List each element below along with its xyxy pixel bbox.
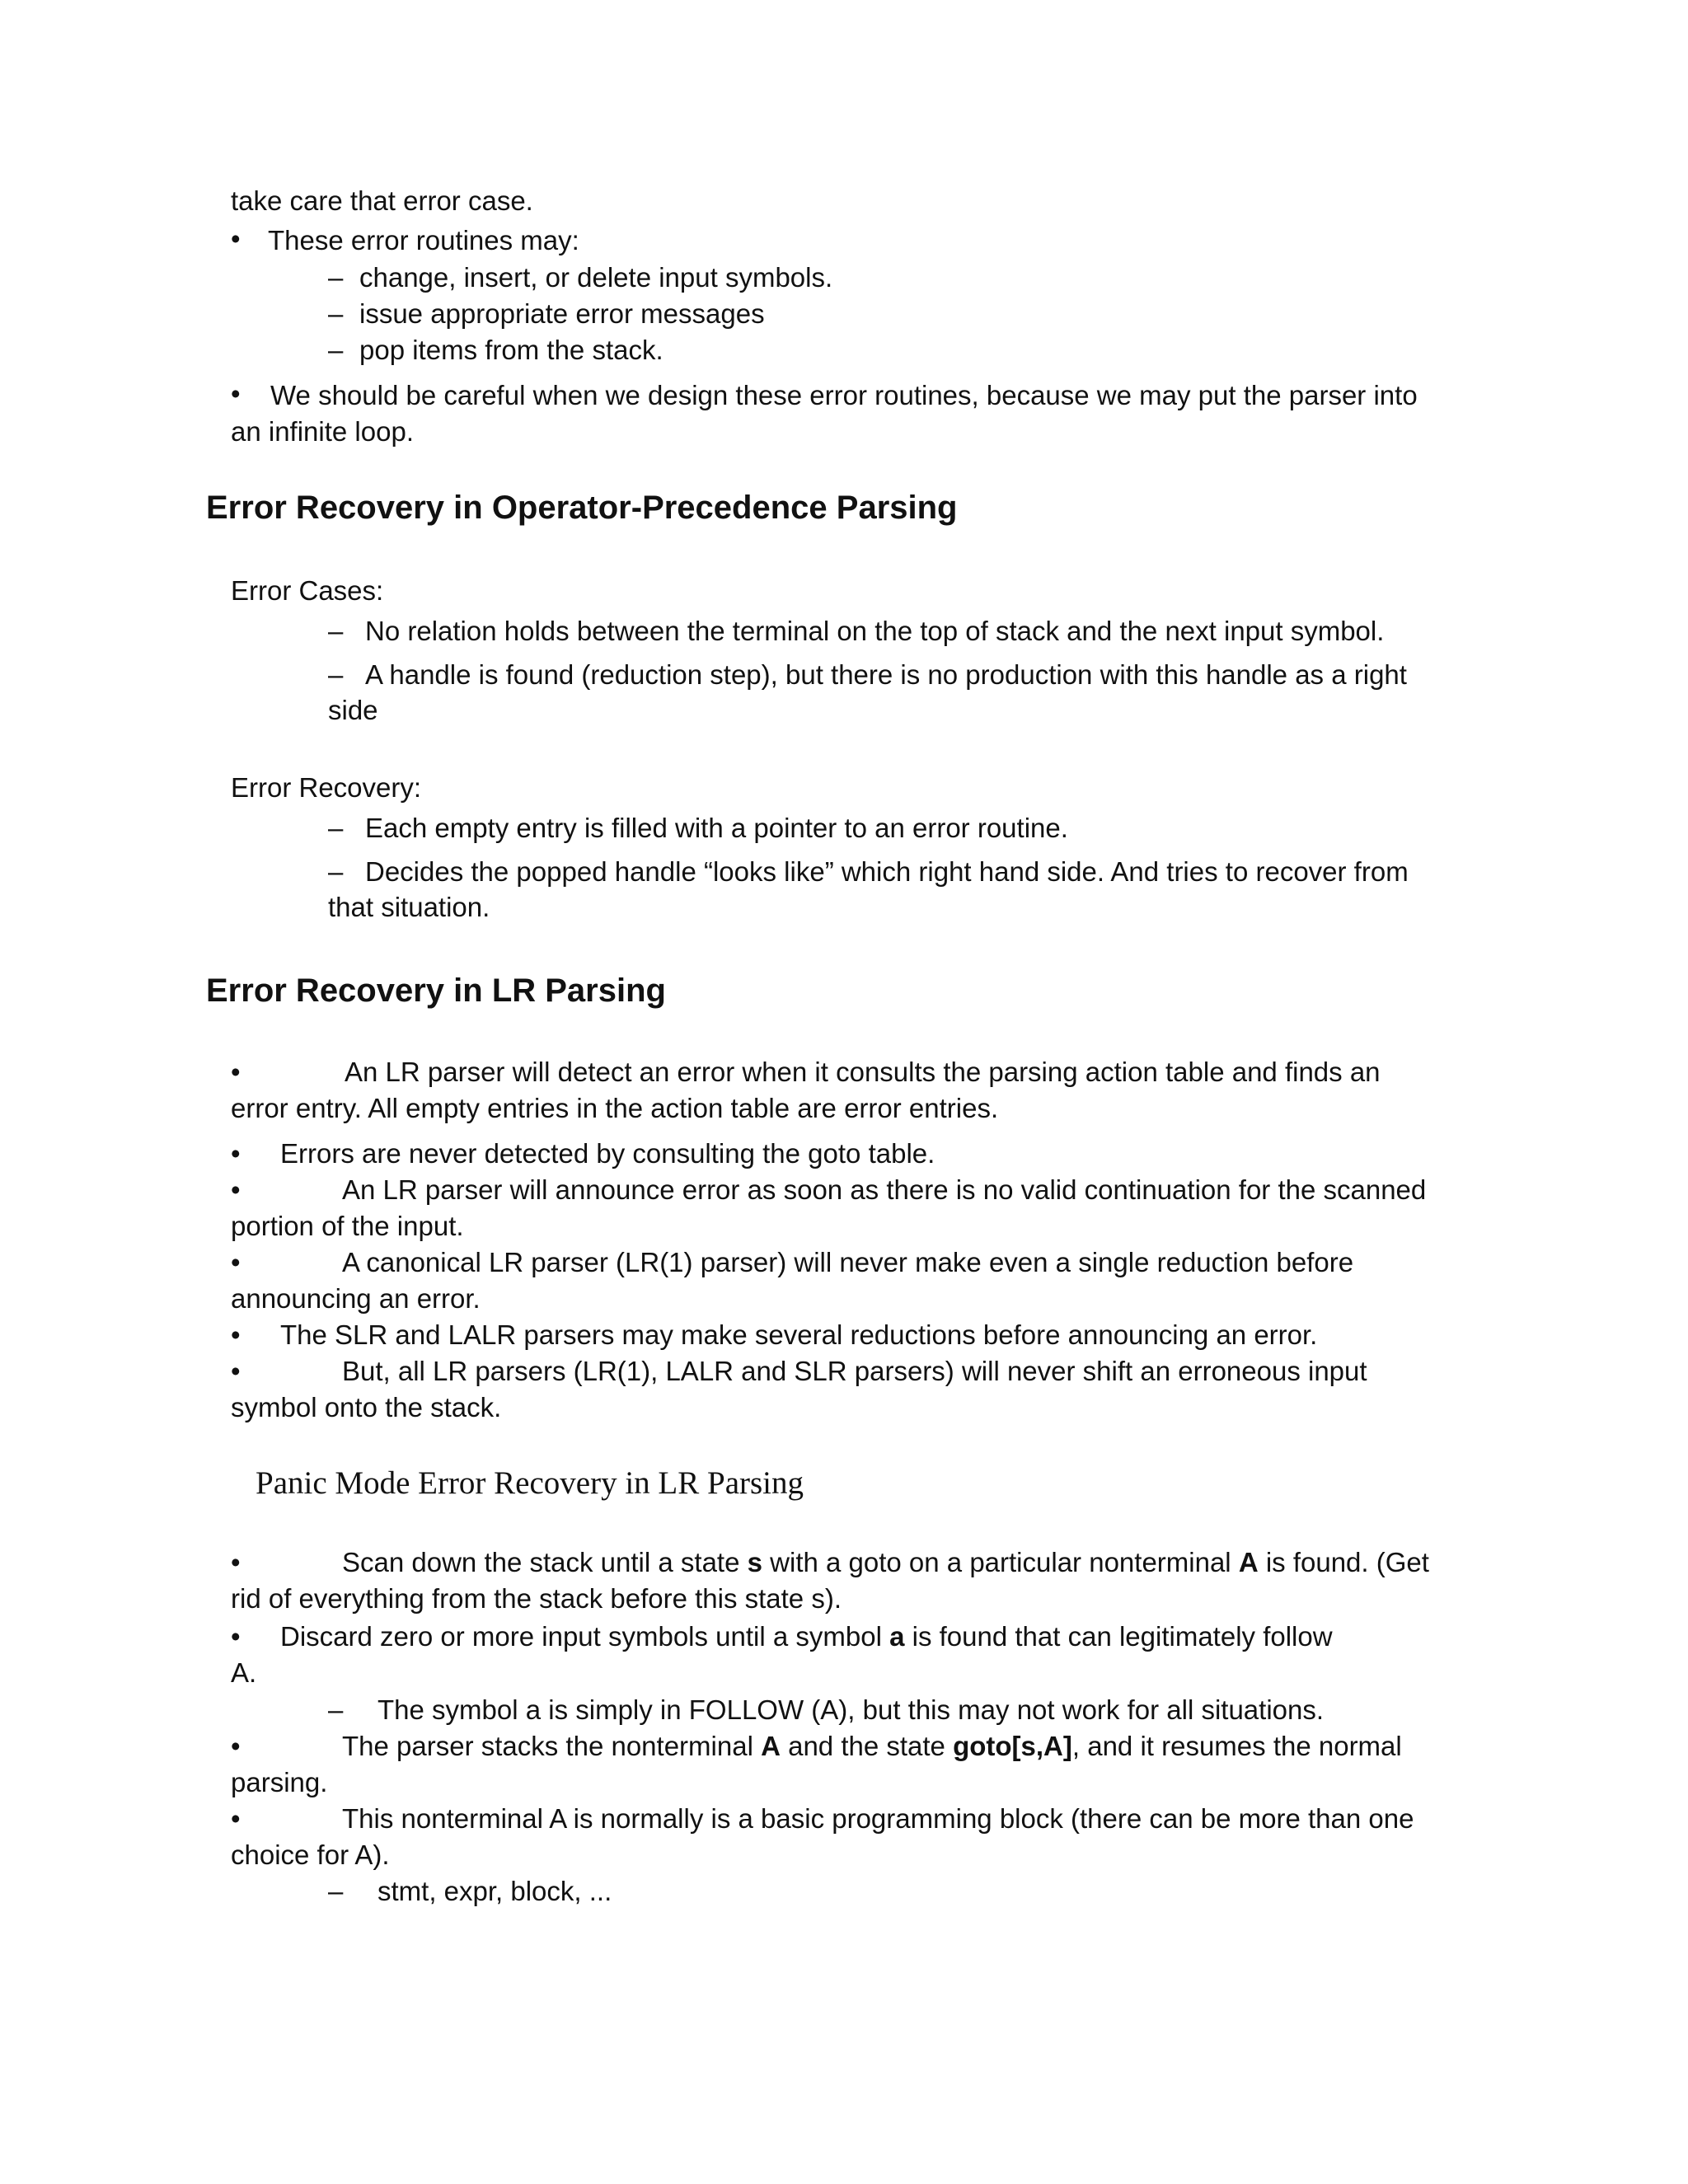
goto-bold: goto[s,A] (953, 1731, 1072, 1761)
bullet-marker: • (231, 1803, 241, 1834)
dash-marker: – (328, 262, 344, 293)
panic-text-run: Scan down the stack until a state (342, 1547, 748, 1577)
error-recovery-text-cont: that situation. (328, 892, 490, 922)
panic-text-run: , and it resumes the normal (1071, 1731, 1402, 1761)
lr-point-text: The SLR and LALR parsers may make several reductions before announcing an error. (280, 1319, 1318, 1350)
bullet-marker: • (231, 1547, 241, 1577)
dash-marker: – (328, 856, 344, 887)
intro-bullet-text: We should be careful when we design these error routines, because we may put the parser into (270, 380, 1418, 410)
nonterminal-a-bold: A (1238, 1547, 1259, 1577)
nonterminal-a-bold: A (761, 1731, 781, 1761)
bullet-marker: • (231, 1174, 241, 1205)
bullet-marker: • (231, 1356, 241, 1386)
error-recovery-text: Each empty entry is filled with a pointer to an error routine. (365, 813, 1068, 843)
section-heading-op: Error Recovery in Operator-Precedence Parsing (206, 490, 958, 526)
panic-sub-text: stmt, expr, block, ... (377, 1876, 612, 1906)
error-case-text: A handle is found (reduction step), but there is no production with this handle as a right (365, 659, 1407, 690)
lr-point-text: A canonical LR parser (LR(1) parser) will never make even a single reduction before (342, 1247, 1354, 1277)
dash-marker: – (328, 298, 344, 329)
section-heading-lr: Error Recovery in LR Parsing (206, 972, 666, 1009)
lr-point-text: Errors are never detected by consulting the goto table. (280, 1138, 935, 1169)
dash-marker: – (328, 659, 344, 690)
panic-text-run: The parser stacks the nonterminal (342, 1731, 762, 1761)
panic-text-run: is found. (Get (1258, 1547, 1429, 1577)
lr-point-text-cont: announcing an error. (231, 1283, 481, 1314)
sub-item-text: change, insert, or delete input symbols. (359, 262, 833, 293)
state-s-bold: s (747, 1547, 762, 1577)
intro-bullet-text-cont: an infinite loop. (231, 416, 414, 447)
dash-marker: – (328, 616, 344, 646)
error-case-text-cont: side (328, 695, 378, 725)
bullet-marker: • (231, 223, 241, 254)
lr-point-text-cont: error entry. All empty entries in the action table are error entries. (231, 1093, 999, 1123)
bullet-marker: • (231, 1731, 241, 1761)
panic-point-text (280, 1619, 1333, 1655)
lr-point-text-cont: symbol onto the stack. (231, 1392, 502, 1422)
lr-point-text: But, all LR parsers (LR(1), LALR and SLR parsers) will never shift an erroneous input (342, 1356, 1367, 1386)
dash-marker: – (328, 1694, 344, 1725)
dash-marker: – (328, 1876, 344, 1906)
bullet-marker: • (231, 378, 241, 409)
dash-marker: – (328, 335, 344, 365)
panic-text-run: is found that can legitimately follow (904, 1621, 1333, 1652)
panic-point-text (342, 1728, 1402, 1765)
bullet-marker: • (231, 1319, 241, 1350)
bullet-marker: • (231, 1138, 241, 1169)
lr-point-text: An LR parser will announce error as soon as there is no valid continuation for the scanned (342, 1174, 1427, 1205)
error-recovery-label: Error Recovery: (231, 772, 422, 803)
intro-line: take care that error case. (231, 185, 533, 216)
bullet-marker: • (231, 1247, 241, 1277)
panic-text-run: and the state (780, 1731, 954, 1761)
sub-item-text: issue appropriate error messages (359, 298, 765, 329)
intro-bullet-text: These error routines may: (268, 225, 579, 255)
panic-text-run: Discard zero or more input symbols until a symbol (280, 1621, 890, 1652)
panic-point-text-cont: parsing. (231, 1767, 328, 1797)
sub-item-text: pop items from the stack. (359, 335, 663, 365)
error-case-text: No relation holds between the terminal on the top of stack and the next input symbol. (365, 616, 1385, 646)
error-cases-label: Error Cases: (231, 575, 384, 606)
symbol-a-bold: a (889, 1621, 905, 1652)
panic-text-run: with a goto on a particular nonterminal (762, 1547, 1239, 1577)
panic-point-text (342, 1544, 1429, 1581)
error-recovery-text: Decides the popped handle “looks like” which right hand side. And tries to recover from (365, 856, 1409, 887)
lr-point-text-cont: portion of the input. (231, 1211, 464, 1241)
panic-point-text-cont: rid of everything from the stack before this state s). (231, 1583, 842, 1614)
panic-point-text-cont: A. (231, 1657, 257, 1688)
panic-point-text-cont: choice for A). (231, 1840, 390, 1870)
dash-marker: – (328, 813, 344, 843)
bullet-marker: • (231, 1057, 241, 1087)
panic-sub-text: The symbol a is simply in FOLLOW (A), but this may not work for all situations. (377, 1694, 1325, 1725)
subsection-heading-panic: Panic Mode Error Recovery in LR Parsing (256, 1465, 804, 1501)
bullet-marker: • (231, 1621, 241, 1652)
lr-point-text: An LR parser will detect an error when it consults the parsing action table and finds an (345, 1057, 1381, 1087)
panic-point-text: This nonterminal A is normally is a basic programming block (there can be more than one (342, 1803, 1414, 1834)
